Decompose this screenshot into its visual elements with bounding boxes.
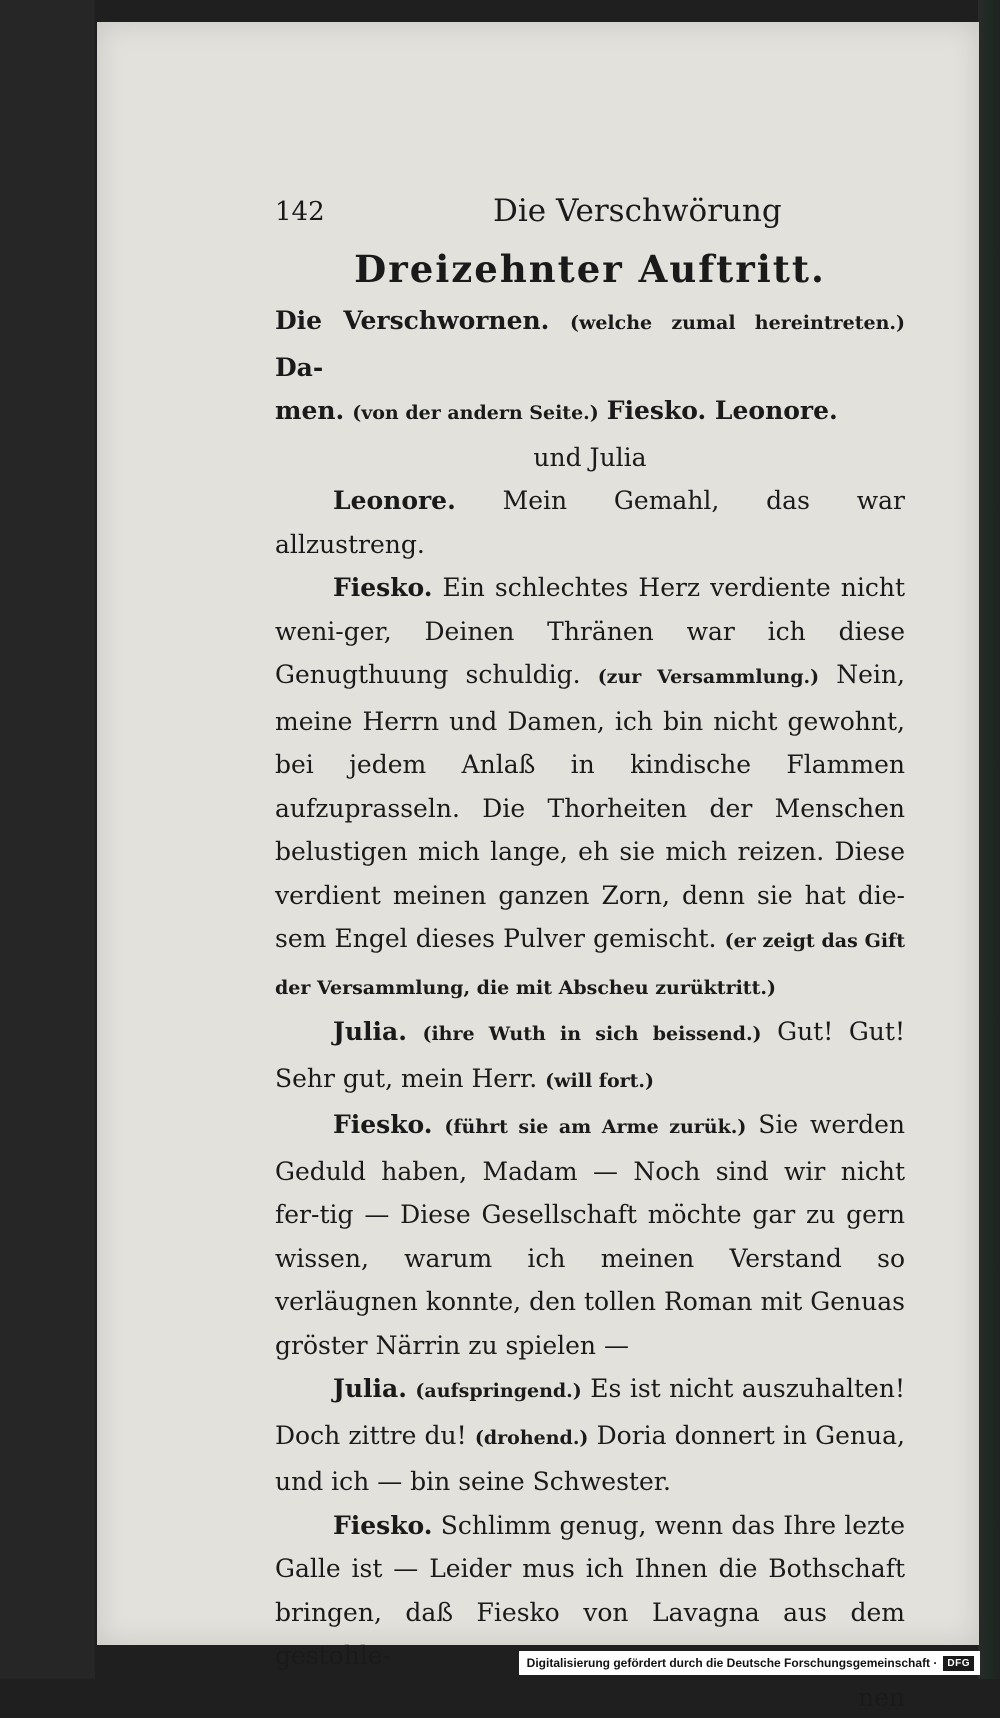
speech-fiesko-2 bbox=[275, 1103, 905, 1367]
footer-credit: Digitalisierung gefördert durch die Deutsche Forschungsgemeinschaft · bbox=[526, 1656, 938, 1670]
book-binding-right bbox=[978, 0, 1000, 1679]
speech-text: Doria donnert in Genua, und ich — bin seine Schwester. bbox=[275, 1420, 906, 1496]
page-number: 142 bbox=[275, 197, 325, 227]
text-block bbox=[275, 187, 905, 1718]
digitization-footer bbox=[519, 1651, 980, 1675]
cast-fiesko-leonore: Fiesko. Leonore. bbox=[606, 396, 838, 425]
speech-text: Sie werden Geduld haben, Madam — Noch sind wir nicht fer-tig — Diese Gesellschaft möchte gar zu gern wissen, warum ich meinen Verstand so verläugnen konnte, den tollen Roman mit Genuas gröster Närrin zu spielen — bbox=[275, 1110, 905, 1360]
stage-direction: (zur Versammlung.) bbox=[597, 666, 820, 688]
running-head bbox=[275, 187, 905, 239]
stage-direction: (aufspringend.) bbox=[415, 1380, 582, 1402]
speech-text: Es ist nicht auszuhalten! Doch zittre du! bbox=[275, 1374, 905, 1450]
scene-heading: Dreizehnter Auftritt. bbox=[354, 247, 826, 291]
stage-direction: (von der andern Seite.) bbox=[352, 402, 599, 424]
stage-direction: (drohend.) bbox=[474, 1426, 589, 1449]
stage-direction: (ihre Wuth in sich beissend.) bbox=[422, 1023, 762, 1045]
cast-list-end bbox=[275, 436, 905, 480]
speaker-name: Fiesko. bbox=[333, 1110, 433, 1139]
speech-text: Gut! Gut! Sehr gut, mein Herr. bbox=[275, 1017, 905, 1093]
speaker-name: Leonore. bbox=[333, 486, 456, 515]
catchword: nen bbox=[858, 1682, 905, 1712]
cast-ladies-part1: Da- bbox=[275, 352, 324, 382]
speaker-name: Fiesko. bbox=[333, 573, 433, 602]
book-binding-left bbox=[0, 0, 95, 1679]
cast-ladies-part2: men. bbox=[275, 396, 345, 425]
stage-direction: (führt sie am Arme zurük.) bbox=[444, 1116, 747, 1138]
speech-text: Schlimm genug, wenn das Ihre lezte Galle ist — Leider mus ich Ihnen die Bothschaft bringen, daß Fiesko von Lavagna aus dem gestohle- bbox=[275, 1510, 905, 1670]
speech-julia-1 bbox=[275, 1010, 905, 1103]
stage-direction: (welche zumal hereintreten.) bbox=[569, 312, 905, 334]
speech-text: Nein, meine Herrn und Damen, ich bin nicht gewohnt, bei jedem Anlaß in kindische Flammen aufzuprasseln. Die Thorheiten der Menschen belustigen mich lange, eh sie mich reizen. Diese verdient meinen ganzen Zorn, denn sie hat die-sem Engel dieses Pulver gemischt. bbox=[275, 660, 905, 953]
speaker-name: Julia. bbox=[333, 1374, 407, 1403]
speech-text: Ein schlechtes Herz verdiente nicht weni-ger, Deinen Thränen war ich diese Genugthuung schuldig. bbox=[275, 573, 905, 689]
speech-text: Mein Gemahl, das war allzustreng. bbox=[275, 486, 905, 559]
cast-conspirators: Die Verschwornen. bbox=[275, 306, 550, 335]
stage-direction: (er zeigt das Gift der Versammlung, die mit Abscheu zurüktritt.) bbox=[275, 930, 905, 999]
speaker-name: Fiesko. bbox=[333, 1510, 433, 1540]
speaker-name: Julia. bbox=[333, 1017, 407, 1046]
cast-julia: und Julia bbox=[533, 442, 647, 472]
running-title: Die Verschwörung bbox=[493, 193, 782, 229]
speech-fiesko-1 bbox=[275, 566, 905, 1010]
cast-list bbox=[275, 299, 905, 436]
speech-leonore bbox=[275, 479, 905, 566]
speech-julia-2 bbox=[275, 1367, 905, 1504]
stage-direction: (will fort.) bbox=[545, 1069, 655, 1092]
dfg-logo: DFG bbox=[943, 1656, 974, 1671]
